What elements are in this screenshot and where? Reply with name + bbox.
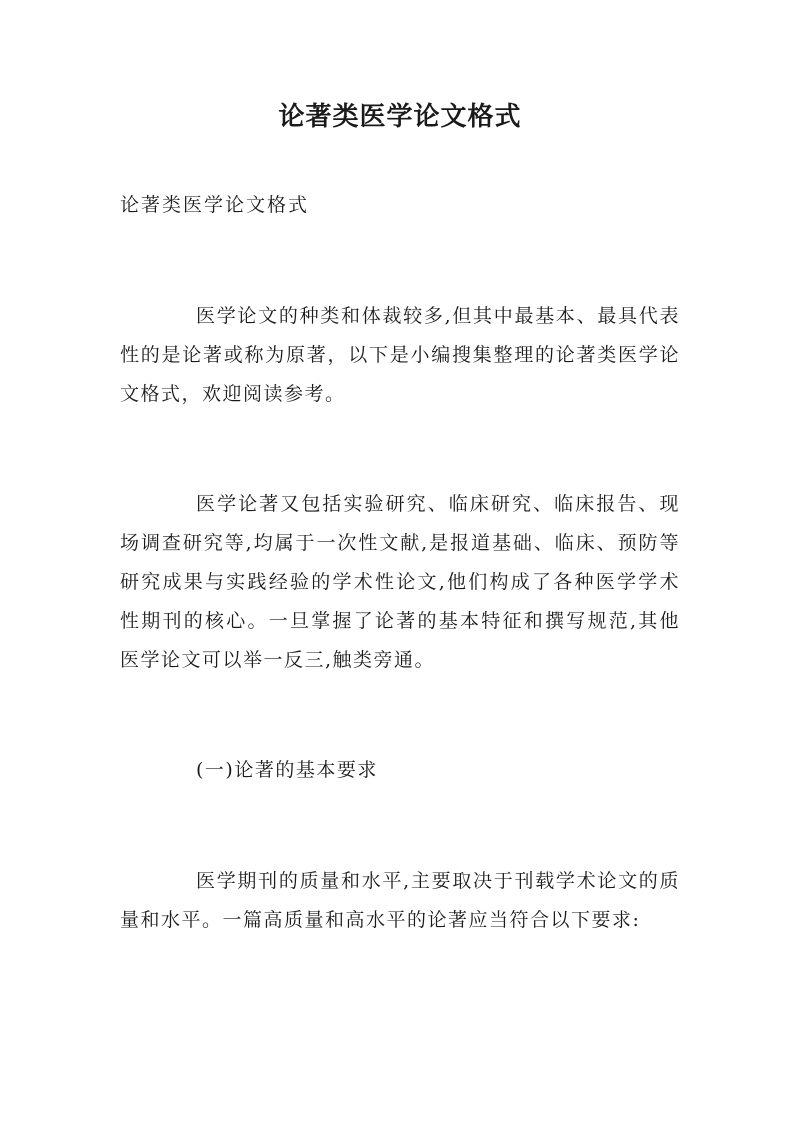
- paragraph-requirements: 医学期刊的质量和水平,主要取决于刊载学术论文的质量和水平。一篇高质量和高水平的论著应当符合以下要求:: [120, 870, 680, 931]
- document-title: 论著类医学论文格式: [278, 102, 522, 132]
- paragraph-intro: 医学论文的种类和体裁较多,但其中最基本、最具代表性的是论著或称为原著，以下是小编搜集整理的论著类医学论文格式，欢迎阅读参考。: [120, 305, 680, 405]
- section-heading: (一)论著的基本要求: [196, 759, 378, 781]
- paragraph-types: 医学论著又包括实验研究、临床研究、临床报告、现场调查研究等,均属于一次性文献,是报道基础、临床、预防等研究成果与实践经验的学术性论文,他们构成了各种医学学术性期刊的核心。一旦掌握了论著的基本特征和撰写规范,其他医学论文可以举一反三,触类旁通。: [120, 493, 680, 671]
- document-subtitle: 论著类医学论文格式: [120, 194, 310, 216]
